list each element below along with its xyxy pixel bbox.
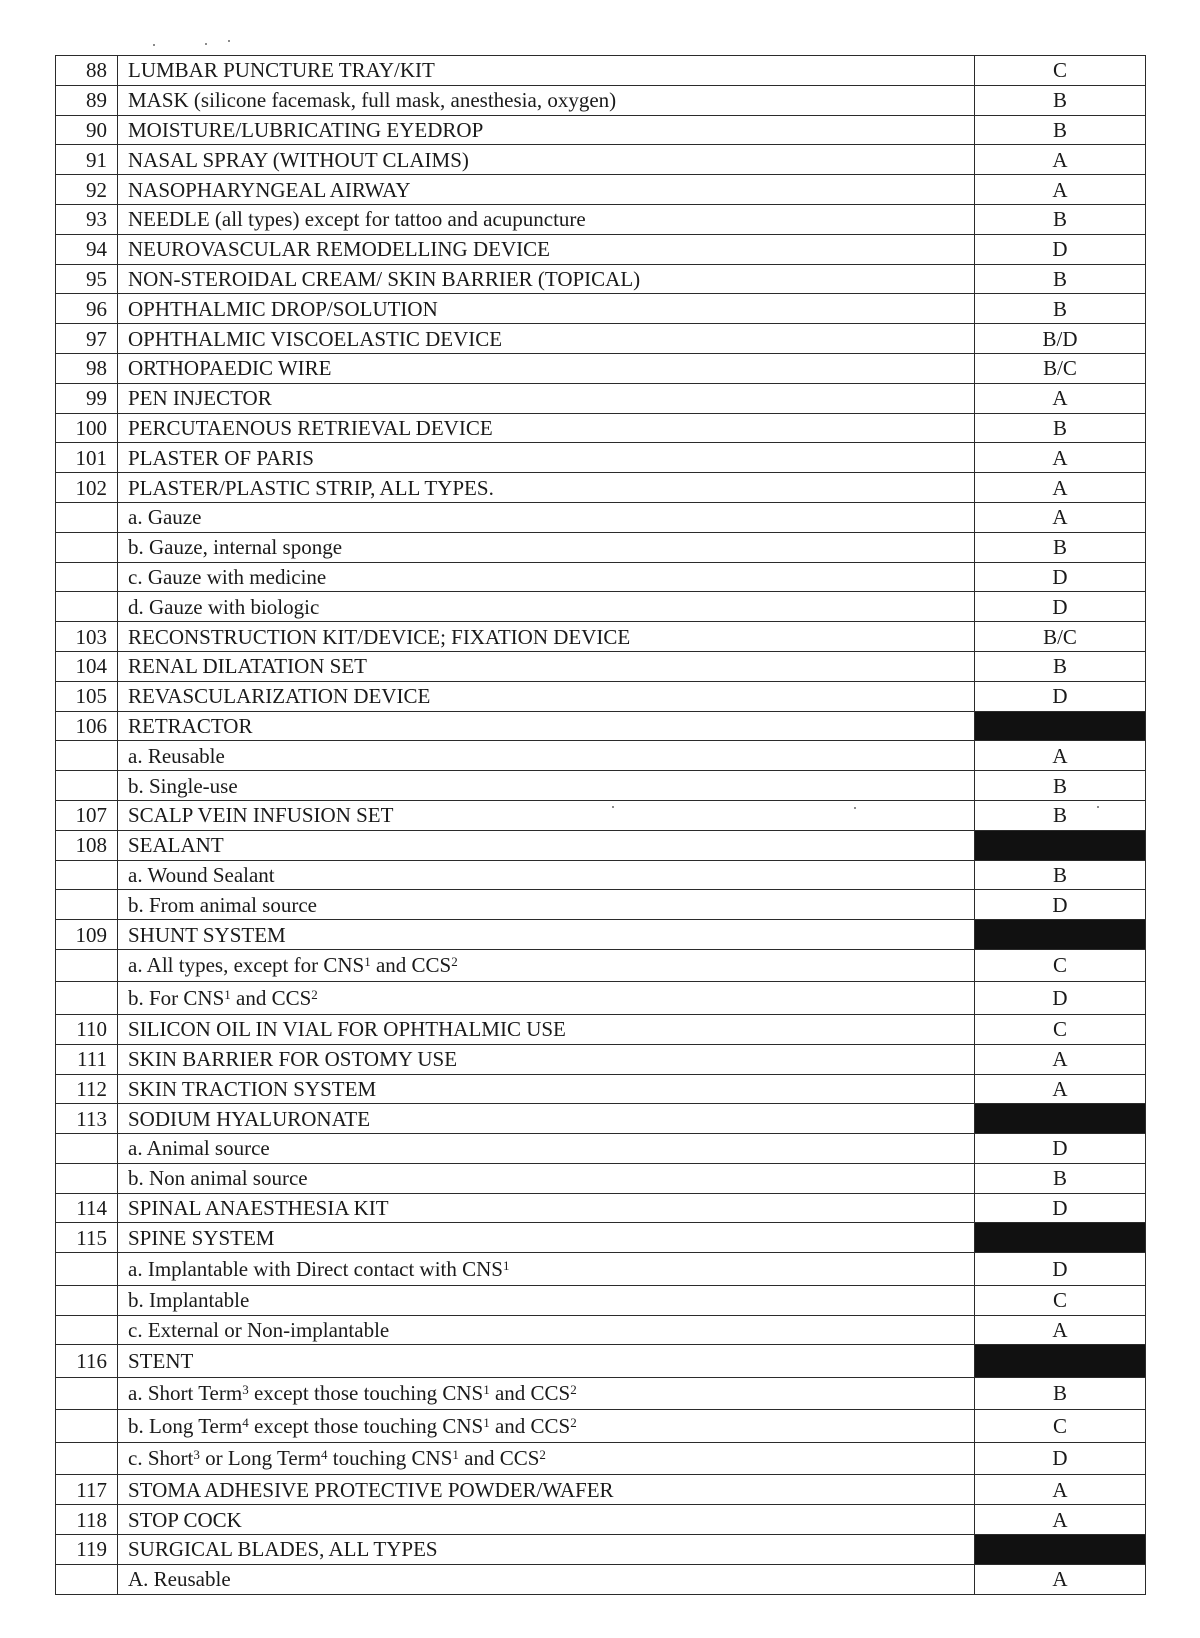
device-description-cell: SEALANT [118,830,975,860]
shaded-class-cell [975,830,1146,860]
table-row [56,920,1146,950]
device-description-cell: OPHTHALMIC VISCOELASTIC DEVICE [118,324,975,354]
device-description-cell: a. Animal source [118,1134,975,1164]
item-number-cell [56,1253,118,1286]
risk-class-cell: C [975,1410,1146,1443]
risk-class-cell: A [975,1475,1146,1505]
table-row [56,1315,1146,1345]
risk-class-cell: A [975,502,1146,532]
device-description-cell: SHUNT SYSTEM [118,920,975,950]
item-number-cell: 96 [56,294,118,324]
risk-class-cell: A [975,145,1146,175]
device-description-cell: SCALP VEIN INFUSION SET [118,800,975,830]
risk-class-cell: B/C [975,622,1146,652]
table-row [56,1475,1146,1505]
risk-class-cell: C [975,1014,1146,1044]
device-description-cell: STOMA ADHESIVE PROTECTIVE POWDER/WAFER [118,1475,975,1505]
risk-class-cell: D [975,1134,1146,1164]
table-row [56,473,1146,503]
item-number-cell [56,1377,118,1410]
risk-class-cell: A [975,383,1146,413]
device-description-cell: b. Non animal source [118,1163,975,1193]
table-row [56,1285,1146,1315]
table-row [56,771,1146,801]
item-number-cell: 111 [56,1044,118,1074]
footnote-marker: 4 [242,1414,249,1430]
item-number-cell: 101 [56,443,118,473]
table-row [56,413,1146,443]
description-text: and CCS [230,985,312,1010]
item-number-cell [56,1134,118,1164]
table-row [56,1163,1146,1193]
item-number-cell [56,1410,118,1443]
table-row [56,353,1146,383]
table-row [56,830,1146,860]
item-number-cell [56,1564,118,1594]
footnote-marker: 3 [193,1447,200,1463]
item-number-cell: 115 [56,1223,118,1253]
table-row [56,1442,1146,1475]
item-number-cell [56,532,118,562]
item-number-cell: 104 [56,651,118,681]
item-number-cell: 89 [56,85,118,115]
risk-class-cell: B [975,204,1146,234]
table-row [56,890,1146,920]
item-number-cell [56,982,118,1015]
device-description-cell: SODIUM HYALURONATE [118,1104,975,1134]
description-text: b. Long Term [128,1413,243,1438]
table-row [56,324,1146,354]
footnote-marker: 1 [452,1447,459,1463]
table-row [56,681,1146,711]
risk-class-cell: B [975,294,1146,324]
table-row [56,1377,1146,1410]
risk-class-cell: B [975,771,1146,801]
device-description-cell: d. Gauze with biologic [118,592,975,622]
risk-class-cell: B [975,1163,1146,1193]
risk-class-cell: D [975,982,1146,1015]
device-description-cell: PEN INJECTOR [118,383,975,413]
device-description-cell [118,949,975,982]
item-number-cell: 105 [56,681,118,711]
device-description-cell: NASAL SPRAY (WITHOUT CLAIMS) [118,145,975,175]
device-classification-table [55,55,1146,1595]
table-row [56,982,1146,1015]
risk-class-cell: A [975,443,1146,473]
scan-speck [153,44,155,46]
description-text: c. Short [128,1446,194,1471]
description-text: except those touching CNS [248,1413,484,1438]
risk-class-cell: B [975,85,1146,115]
item-number-cell [56,592,118,622]
description-text: and CCS [370,953,452,978]
item-number-cell [56,1442,118,1475]
risk-class-cell: A [975,1044,1146,1074]
device-description-cell: SILICON OIL IN VIAL FOR OPHTHALMIC USE [118,1014,975,1044]
risk-class-cell: B [975,860,1146,890]
device-description-cell: MASK (silicone facemask, full mask, anesthesia, oxygen) [118,85,975,115]
device-description-cell: ORTHOPAEDIC WIRE [118,353,975,383]
table-row [56,1134,1146,1164]
description-text: and CCS [458,1446,540,1471]
device-description-cell: STOP COCK [118,1505,975,1535]
risk-class-cell: D [975,562,1146,592]
description-text: touching CNS [327,1446,453,1471]
risk-class-cell: B [975,413,1146,443]
item-number-cell: 116 [56,1345,118,1378]
table-row [56,1014,1146,1044]
device-description-cell: NEEDLE (all types) except for tattoo and acupuncture [118,204,975,234]
device-description-cell: PLASTER/PLASTIC STRIP, ALL TYPES. [118,473,975,503]
device-description-cell [118,1442,975,1475]
footnote-marker: 1 [364,954,371,970]
risk-class-cell: D [975,1193,1146,1223]
table-row [56,711,1146,741]
risk-class-cell: A [975,1315,1146,1345]
table-row [56,175,1146,205]
device-description-cell: SKIN TRACTION SYSTEM [118,1074,975,1104]
table-row [56,85,1146,115]
item-number-cell: 93 [56,204,118,234]
shaded-class-cell [975,1534,1146,1564]
shaded-class-cell [975,1104,1146,1134]
item-number-cell [56,949,118,982]
risk-class-cell: B [975,264,1146,294]
item-number-cell [56,1315,118,1345]
table-row [56,502,1146,532]
table-row [56,562,1146,592]
description-text: and CCS [489,1413,571,1438]
footnote-marker: 1 [483,1382,490,1398]
device-description-cell: a. Gauze [118,502,975,532]
risk-class-cell: D [975,1253,1146,1286]
risk-class-cell: A [975,1074,1146,1104]
item-number-cell [56,771,118,801]
device-description-cell: b. Gauze, internal sponge [118,532,975,562]
footnote-marker: 2 [311,986,318,1002]
device-description-cell: MOISTURE/LUBRICATING EYEDROP [118,115,975,145]
device-description-cell: NON-STEROIDAL CREAM/ SKIN BARRIER (TOPICAL) [118,264,975,294]
risk-class-cell: B [975,115,1146,145]
risk-class-cell: B [975,800,1146,830]
description-text: except those touching CNS [248,1381,484,1406]
footnote-marker: 2 [451,954,458,970]
item-number-cell: 91 [56,145,118,175]
risk-class-cell: A [975,175,1146,205]
table-row [56,1345,1146,1378]
table-row [56,234,1146,264]
item-number-cell: 98 [56,353,118,383]
table-row [56,294,1146,324]
item-number-cell: 102 [56,473,118,503]
risk-class-cell: A [975,1564,1146,1594]
device-description-cell: PLASTER OF PARIS [118,443,975,473]
risk-class-cell: C [975,56,1146,86]
risk-class-cell: B [975,651,1146,681]
item-number-cell: 90 [56,115,118,145]
item-number-cell: 106 [56,711,118,741]
device-description-cell: c. External or Non-implantable [118,1315,975,1345]
table-row [56,204,1146,234]
device-description-cell: a. Reusable [118,741,975,771]
table-row [56,145,1146,175]
table-row [56,443,1146,473]
footnote-marker: 1 [503,1257,510,1273]
item-number-cell: 114 [56,1193,118,1223]
table-row [56,741,1146,771]
device-description-cell [118,982,975,1015]
device-description-cell: b. From animal source [118,890,975,920]
table-row [56,1044,1146,1074]
risk-class-cell: D [975,681,1146,711]
item-number-cell [56,860,118,890]
footnote-marker: 2 [570,1382,577,1398]
device-description-cell: RENAL DILATATION SET [118,651,975,681]
scan-speck [205,43,207,45]
item-number-cell: 88 [56,56,118,86]
risk-class-cell: D [975,890,1146,920]
description-text: b. For CNS [128,985,225,1010]
item-number-cell [56,741,118,771]
description-text: a. Short Term [128,1381,243,1406]
table-row [56,1223,1146,1253]
description-text: a. Implantable with Direct contact with CNS [128,1256,503,1281]
item-number-cell: 97 [56,324,118,354]
footnote-marker: 3 [242,1382,249,1398]
table-row [56,1104,1146,1134]
item-number-cell: 117 [56,1475,118,1505]
item-number-cell: 94 [56,234,118,264]
scan-speck [228,40,230,42]
item-number-cell: 92 [56,175,118,205]
device-description-cell: SURGICAL BLADES, ALL TYPES [118,1534,975,1564]
table-row [56,264,1146,294]
item-number-cell [56,890,118,920]
device-description-cell [118,1410,975,1443]
item-number-cell: 112 [56,1074,118,1104]
device-description-cell: SPINAL ANAESTHESIA KIT [118,1193,975,1223]
table-row [56,1564,1146,1594]
risk-class-cell: A [975,741,1146,771]
shaded-class-cell [975,1223,1146,1253]
item-number-cell: 95 [56,264,118,294]
description-text: and CCS [489,1381,571,1406]
item-number-cell: 100 [56,413,118,443]
device-description-cell: A. Reusable [118,1564,975,1594]
table-row [56,651,1146,681]
device-description-cell: OPHTHALMIC DROP/SOLUTION [118,294,975,324]
risk-class-cell: B/D [975,324,1146,354]
table-row [56,1253,1146,1286]
item-number-cell [56,502,118,532]
item-number-cell [56,1163,118,1193]
device-description-cell: c. Gauze with medicine [118,562,975,592]
table-row [56,800,1146,830]
item-number-cell: 109 [56,920,118,950]
risk-class-cell: A [975,1505,1146,1535]
footnote-marker: 2 [539,1447,546,1463]
risk-class-cell: D [975,234,1146,264]
item-number-cell: 99 [56,383,118,413]
device-description-cell: b. Implantable [118,1285,975,1315]
description-text: or Long Term [199,1446,322,1471]
device-description-cell [118,1253,975,1286]
item-number-cell [56,562,118,592]
risk-class-cell: A [975,473,1146,503]
item-number-cell: 113 [56,1104,118,1134]
device-description-cell: RETRACTOR [118,711,975,741]
shaded-class-cell [975,920,1146,950]
device-description-cell: LUMBAR PUNCTURE TRAY/KIT [118,56,975,86]
device-description-cell: RECONSTRUCTION KIT/DEVICE; FIXATION DEVICE [118,622,975,652]
footnote-marker: 2 [570,1414,577,1430]
shaded-class-cell [975,1345,1146,1378]
device-description-cell: SPINE SYSTEM [118,1223,975,1253]
device-description-cell: SKIN BARRIER FOR OSTOMY USE [118,1044,975,1074]
item-number-cell: 103 [56,622,118,652]
table-row [56,56,1146,86]
description-text: a. All types, except for CNS [128,953,365,978]
table-row [56,1074,1146,1104]
item-number-cell: 118 [56,1505,118,1535]
table-row [56,1193,1146,1223]
risk-class-cell: D [975,592,1146,622]
shaded-class-cell [975,711,1146,741]
risk-class-cell: B [975,1377,1146,1410]
table-row [56,1534,1146,1564]
footnote-marker: 1 [483,1414,490,1430]
table-row [56,949,1146,982]
risk-class-cell: B/C [975,353,1146,383]
footnote-marker: 1 [224,986,231,1002]
footnote-marker: 4 [321,1447,328,1463]
table-row [56,532,1146,562]
table-row [56,1505,1146,1535]
table-row [56,622,1146,652]
device-description-cell: NEUROVASCULAR REMODELLING DEVICE [118,234,975,264]
device-description-cell: STENT [118,1345,975,1378]
risk-class-cell: C [975,949,1146,982]
device-description-cell: REVASCULARIZATION DEVICE [118,681,975,711]
table-row [56,592,1146,622]
risk-class-cell: C [975,1285,1146,1315]
item-number-cell [56,1285,118,1315]
item-number-cell: 119 [56,1534,118,1564]
item-number-cell: 110 [56,1014,118,1044]
risk-class-cell: D [975,1442,1146,1475]
table-row [56,1410,1146,1443]
risk-class-cell: B [975,532,1146,562]
table-row [56,860,1146,890]
device-description-cell: b. Single-use [118,771,975,801]
device-description-cell: NASOPHARYNGEAL AIRWAY [118,175,975,205]
device-description-cell: a. Wound Sealant [118,860,975,890]
table-row [56,115,1146,145]
table-row [56,383,1146,413]
device-description-cell [118,1377,975,1410]
device-description-cell: PERCUTAENOUS RETRIEVAL DEVICE [118,413,975,443]
item-number-cell: 107 [56,800,118,830]
item-number-cell: 108 [56,830,118,860]
